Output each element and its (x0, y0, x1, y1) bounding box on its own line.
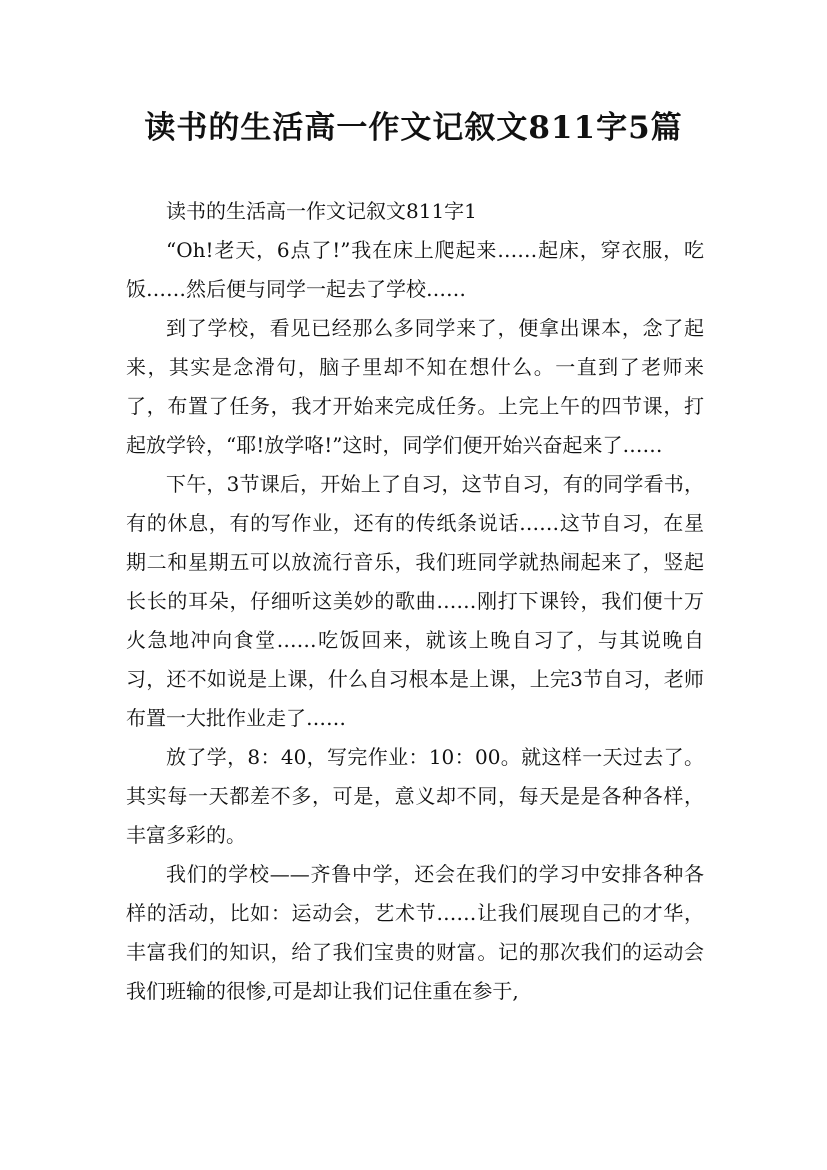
paragraph: 我们的学校——齐鲁中学，还会在我们的学习中安排各种各样的活动，比如：运动会，艺术节……让我们展现自己的才华，丰富我们的知识，给了我们宝贵的财富。记的那次我们的运动会我们班输的很惨,可是却让我们记住重在参于, (126, 862, 704, 1003)
paragraph-subtitle: 读书的生活高一作文记叙文811字1 (166, 199, 477, 223)
document-body (126, 192, 704, 1011)
paragraph: “Oh!老天，6点了!”我在床上爬起来……起床，穿衣服，吃饭……然后便与同学一起去了学校…… (126, 238, 704, 301)
paragraph: 下午，3节课后，开始上了自习，这节自习，有的同学看书，有的休息，有的写作业，还有的传纸条说话……这节自习，在星期二和星期五可以放流行音乐，我们班同学就热闹起来了，竖起长长的耳朵，仔细听这美妙的歌曲……刚打下课铃，我们便十万火急地冲向食堂……吃饭回来，就该上晚自习了，与其说晚自习，还不如说是上课，什么自习根本是上课，上完3节自习，老师布置一大批作业走了…… (126, 472, 704, 730)
document-title: 读书的生活高一作文记叙文811字5篇 (144, 110, 683, 146)
paragraph: 放了学，8：40，写完作业：10：00。就这样一天过去了。其实每一天都差不多，可是，意义却不同，每天是是各种各样，丰富多彩的。 (126, 745, 704, 847)
paragraph: 到了学校，看见已经那么多同学来了，便拿出课本，念了起来，其实是念滑句，脑子里却不知在想什么。一直到了老师来了，布置了任务，我才开始来完成任务。上完上午的四节课，打起放学铃，“耶!放学咯!”这时，同学们便开始兴奋起来了…… (126, 316, 704, 457)
